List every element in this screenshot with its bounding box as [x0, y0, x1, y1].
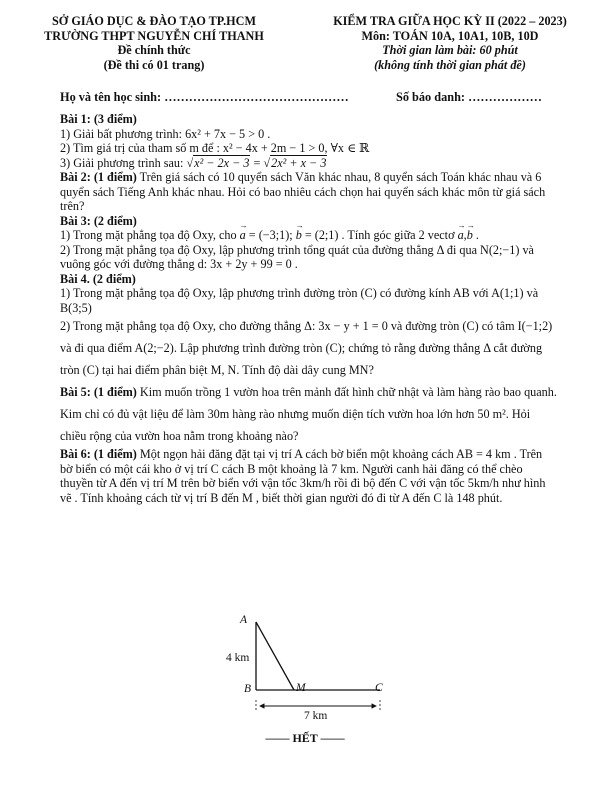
exam-content [60, 112, 557, 505]
point-m-label: M [296, 682, 306, 694]
sqrt-sign: √ [186, 155, 194, 170]
bai2-title: Bài 2: (1 điểm) [60, 170, 137, 184]
point-a-label: A [240, 614, 248, 626]
bai1-q3-radicand-left: x² − 2x − 3 [194, 155, 250, 170]
subject-line: Môn: TOÁN 10A, 10A1, 10B, 10D [361, 28, 539, 43]
segment-am [256, 622, 294, 690]
bai3-q1-end: . [472, 228, 479, 242]
bai3-title: Bài 3: (2 điểm) [60, 213, 137, 228]
student-info-row [60, 90, 560, 105]
vector-a: → a [240, 228, 246, 243]
bai1-q3-equals: = [250, 155, 264, 170]
lighthouse-figure [220, 612, 400, 742]
bai3-q1-text-c: = (2;1) . Tính góc giữa 2 vectơ [301, 228, 458, 242]
header-right [300, 14, 600, 72]
vector-b: → b [467, 228, 473, 243]
bai1-q1: 1) Giải bất phương trình: 6x² + 7x − 5 > 0 . [60, 126, 271, 141]
bai1-q3-radicand-right: 2x² + x − 3 [271, 155, 327, 170]
student-name-field: Họ và tên học sinh: ……………………………………… [60, 90, 349, 104]
time-note: (không tính thời gian phát đề) [374, 57, 526, 72]
bai3-q2: 2) Trong mặt phẳng tọa độ Oxy, lập phương trình tổng quát của đường thẳng Δ đi qua N(2;−1) và vuông góc với đường thẳng d: 3x + 2y + 99 = 0 . [60, 242, 534, 271]
triangle-diagram [220, 612, 400, 742]
bai2-text: Trên giá sách có 10 quyển sách Văn khác nhau, 8 quyển sách Toán khác nhau và 6 quyển sách Tiếng Anh khác nhau. Hỏi có bao nhiêu cách chọn hai quyển sách khác môn từ giá sách trên? [60, 170, 546, 213]
point-c-label: C [375, 682, 383, 694]
department-name: SỞ GIÁO DỤC & ĐÀO TẠO TP.HCM [52, 14, 256, 28]
bai1-title: Bài 1: (3 điểm) [60, 112, 137, 126]
bai1-q2: 2) Tìm giá trị của tham số m để : x² − 4x + 2m − 1 > 0, ∀x ∈ ℝ [60, 141, 370, 155]
bai2-paragraph [60, 170, 557, 214]
bc-length-label: 7 km [304, 710, 328, 722]
bai4-q1: 1) Trong mặt phẳng tọa độ Oxy, lập phương trình đường tròn (C) có đường kính AB với A(1;1) và B(3;5) [60, 286, 539, 315]
school-name: TRƯỜNG THPT NGUYỄN CHÍ THANH [44, 28, 264, 43]
bai1-q3-prefix: 3) Giải phương trình sau: [60, 155, 187, 170]
point-b-label: B [244, 683, 252, 695]
ab-length-label: 4 km [226, 652, 250, 664]
bai1-q3 [60, 156, 557, 171]
bai3-q1-text-b: = (−3;1); [245, 228, 296, 242]
vector-a: → a [458, 228, 464, 243]
page-count: (Đề thi có 01 trang) [103, 57, 205, 72]
bai3-q1-comma: , [463, 228, 467, 242]
bai3-q1 [60, 228, 557, 243]
student-number-field: Số báo danh: ……………… [396, 90, 542, 104]
bai4-q2: 2) Trong mặt phẳng tọa độ Oxy, cho đường thẳng Δ: 3x − y + 1 = 0 và đường tròn (C) có tâm I(−1;2) và đi qua điểm A(2;−2). Lập phương trình đường tròn (C); chứng tỏ rằng đường thẳng Δ cắt đường tròn (C) tại hai điểm phân biệt M, N. Tính độ dài dây cung MN? [60, 319, 553, 377]
bai6-title: Bài 6: (1 điểm) [60, 447, 137, 461]
time-line: Thời gian làm bài: 60 phút [382, 43, 518, 58]
bai6-paragraph [60, 447, 557, 505]
end-marker: —— HẾT —— [265, 731, 345, 745]
bai4-title: Bài 4. (2 điểm) [60, 271, 136, 286]
bai5-paragraph [60, 381, 557, 447]
bai6-text: Một ngọn hải đăng đặt tại vị trí A cách bờ biển một khoảng cách AB = 4 km . Trên bờ biển có một cái kho ở vị trí C cách B một khoảng là 7 km. Người canh hải đăng có thể chèo thuyền từ A đến vị trí M trên bờ biển với vận tốc 3km/h rồi đi bộ đến C với vận tốc 5km/h như hình vẽ . Tính khoảng cách từ vị trí B đến M , biết thời gian người đó đi từ A đến C là 148 phút. [60, 447, 546, 505]
official-label: Đề chính thức [117, 43, 191, 58]
bai5-text: Kim muốn trồng 1 vườn hoa trên mảnh đất hình chữ nhật và làm hàng rào bao quanh. Kim chỉ có đủ vật liệu để làm 30m hàng rào nhưng muốn diện tích vườn hoa lớn hơn 50 m². Hỏi chiều rộng của vườn hoa nằm trong khoảng nào? [60, 385, 557, 443]
header-left [38, 14, 270, 72]
bai5-title: Bài 5: (1 điểm) [60, 385, 137, 399]
exam-title: KIỂM TRA GIỮA HỌC KỲ II (2022 – 2023) [333, 14, 567, 28]
bai3-q1-text-a: 1) Trong mặt phẳng tọa độ Oxy, cho [60, 228, 240, 242]
vector-b: → b [296, 228, 302, 243]
sqrt-sign: √ [263, 155, 271, 170]
